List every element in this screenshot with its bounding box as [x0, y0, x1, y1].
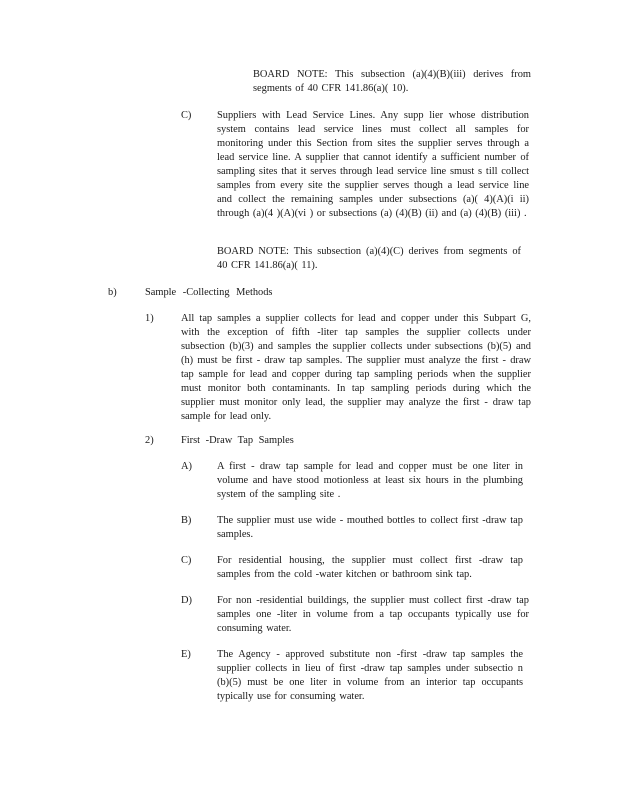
subitem-label-a: A): [181, 461, 192, 472]
subsection-label-c: C): [181, 110, 192, 121]
board-note-a4biii: [253, 68, 531, 96]
subitem-c-text: [217, 554, 523, 582]
item-label-2: 2): [145, 435, 154, 446]
item-1-text: [181, 312, 531, 424]
subitem-label-e: E): [181, 649, 191, 660]
subsection-c-paragraph: Suppliers with Lead Service Lines. Any supp lier whose distribution system contains lead service lines must collect all samples for monitoring under this Section from sites the supplier serves through a lead service line. A supplier that cannot identify a sufficient number of sampling sites that it serves through lead service line smust s till collect samples from every site the supplier serves though a lead service line and collect the remaining samples under subsections (a)( 4)(A)(i ii) through (a)(4 )(A)(vi ) or subsections (a) (4)(B) (ii) and (a) (4)(B) (iii) .: [217, 110, 529, 219]
subitem-e-paragraph: The Agency - approved substitute non -first -draw tap samples the supplier collects in lieu of first -draw tap samples under subsectio n (b)(5) must be one liter in volume from an interior tap occupants typically use for consuming water.: [217, 649, 523, 702]
board-note-a4c-text: BOARD NOTE: This subsection (a)(4)(C) derives from segments of 40 CFR 141.86(a)( 11).: [217, 246, 521, 271]
board-note-a4c: [217, 245, 521, 273]
subitem-b-paragraph: The supplier must use wide - mouthed bottles to collect first -draw tap samples.: [217, 515, 523, 540]
subitem-label-c: C): [181, 555, 192, 566]
subitem-a-text: [217, 460, 523, 502]
section-heading-b: Sample -Collecting Methods: [145, 287, 273, 298]
subitem-d-text: [217, 594, 529, 636]
board-note-text: BOARD NOTE: This subsection (a)(4)(B)(iii) derives from segments of 40 CFR 141.86(a)( 10).: [253, 69, 531, 94]
subitem-d-paragraph: For non -residential buildings, the supplier must collect first -draw tap samples one -liter in volume from a tap occupants typically use for consuming water.: [217, 595, 529, 634]
subitem-c-paragraph: For residential housing, the supplier must collect first -draw tap samples from the cold -water kitchen or bathroom sink tap.: [217, 555, 523, 580]
item-2-heading: First -Draw Tap Samples: [181, 435, 294, 446]
item-1-paragraph: All tap samples a supplier collects for lead and copper under this Subpart G, with the exception of fifth -liter tap samples the supplier collects under subsection (b)(3) and samples the supplier collects under subsections (b)(5) and (h) must be first - draw tap samples. The supplier must analyze the first - draw tap sample for lead and copper during tap sampling periods when the supplier must monitor both contaminants. In tap sampling periods during which the supplier must monitor only lead, the supplier may analyze the first - draw tap sample for lead only.: [181, 313, 531, 422]
subitem-a-paragraph: A first - draw tap sample for lead and copper must be one liter in volume and have stood motionless at least six hours in the plumbing system of the sampling site .: [217, 461, 523, 500]
subitem-b-text: [217, 514, 523, 542]
subsection-c-text: [217, 109, 529, 221]
subitem-label-b: B): [181, 515, 192, 526]
item-label-1: 1): [145, 313, 154, 324]
subitem-e-text: [217, 648, 523, 704]
subitem-label-d: D): [181, 595, 192, 606]
section-label-b: b): [108, 287, 117, 298]
